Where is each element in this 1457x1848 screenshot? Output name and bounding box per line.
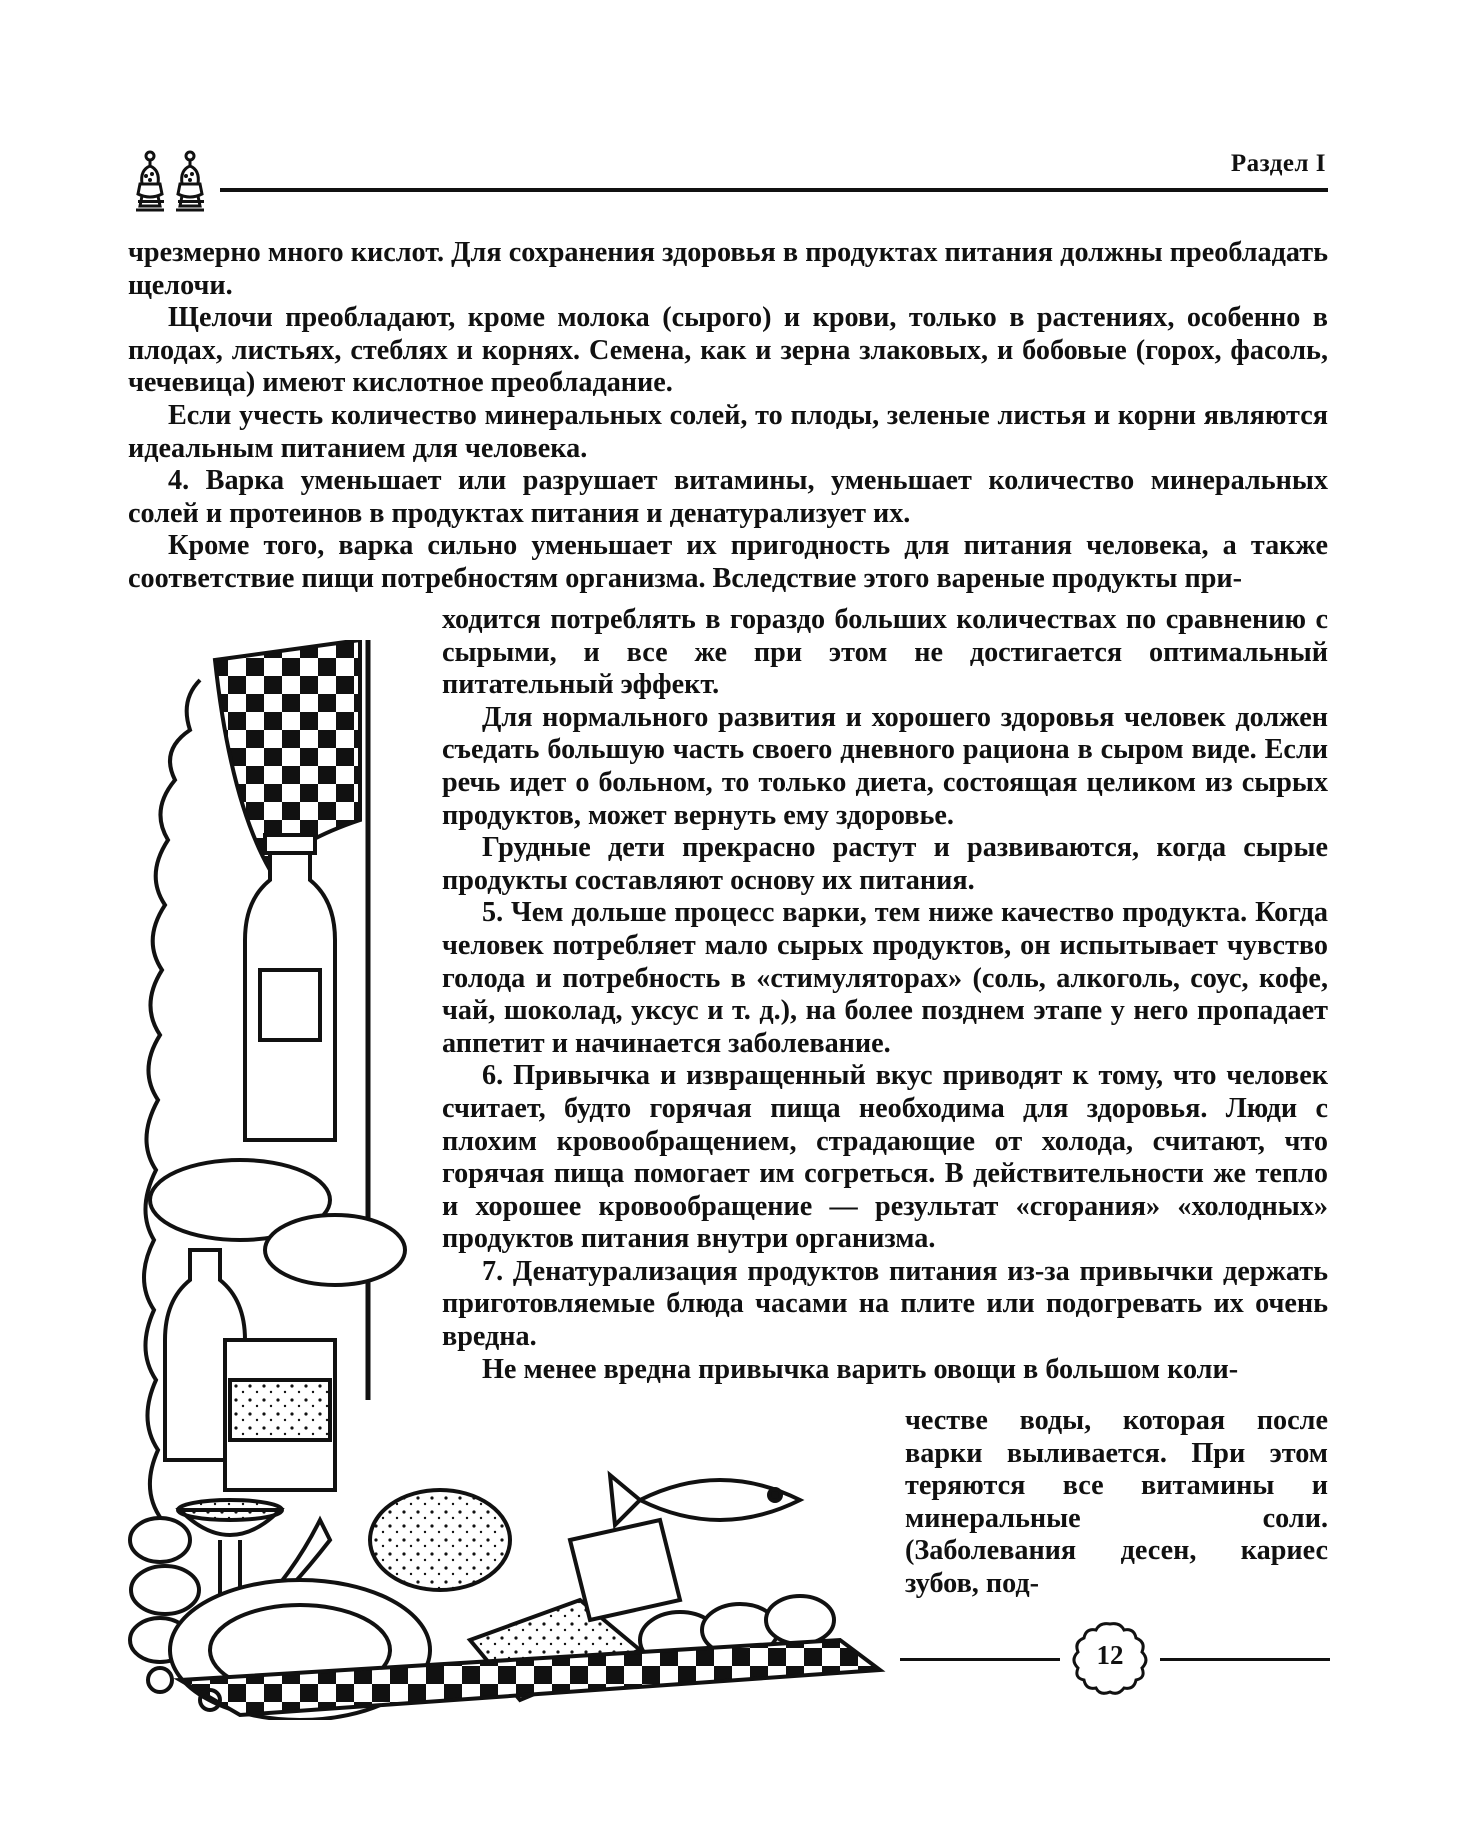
paragraph: Если учесть количество минеральных солей, то плоды, зеленые листья и корни являются идеальным питанием для человека.	[128, 399, 1328, 464]
page-footer	[900, 1620, 1330, 1690]
footer-rule-left	[900, 1658, 1060, 1661]
paragraph: 4. Варка уменьшает или разрушает витамины, уменьшает количество минеральных солей и протеинов в продуктах питания и денатурализует их.	[128, 465, 1328, 529]
paragraph: Не менее вредна привычка варить овощи в большом коли-	[482, 1353, 1239, 1385]
salt-pepper-shakers-icon	[128, 148, 218, 218]
paragraph: Для нормального развития и хорошего здоровья человек должен съедать большую часть своего дневного рациона в сыром виде. Если речь идет о больном, то только диета, состоящая целиком из сырых продуктов, может вернуть ему здоровье.	[442, 701, 1328, 831]
footer-rule-right	[1160, 1658, 1330, 1661]
paragraph: 5. Чем дольше процесс варки, тем ниже качество продукта. Когда человек потребляет мало сырых продуктов, он испытывает чувство голода и потребность в «стимуляторах» (соль, алкоголь, соус, кофе, чай, шоколад, уксус и т. д.), на более позднем этапе у него пропадает аппетит и начинается заболевание.	[442, 897, 1328, 1059]
paragraph: Грудные дети прекрасно растут и развиваются, когда сырые продукты составляют основу их питания.	[442, 832, 1328, 896]
header-rule	[220, 188, 1328, 192]
page-header	[128, 140, 1328, 220]
paragraph: ходится потреблять в гораздо больших количествах по сравнению с сырыми, и все же при этом не достигается оптимальный питательный эффект.	[442, 604, 1328, 701]
section-label: Раздел I	[1230, 150, 1326, 177]
paragraph: Кроме того, варка сильно уменьшает их пригодность для питания человека, а также соответствие пищи потребностям организма. Вследствие этого вареные продукты при-	[128, 530, 1328, 594]
tail-text-block	[905, 1405, 1328, 1601]
paragraph: честве воды, которая после варки выливается. При этом теряются все витамины и минеральные соли. (Заболевания десен, кариес зубов, под-	[905, 1405, 1328, 1599]
page-number: 12	[1096, 1640, 1124, 1670]
paragraph: 6. Привычка и извращенный вкус приводят к тому, что человек считает, будто горячая пища необходима для здоровья. Люди с плохим кровообращением, страдающие от холода, считают, что горячая пища помогает им согреться. В действительности же тепло и хорошее кровообращение — результат «сгорания» «холодных» продуктов питания внутри организма.	[442, 1060, 1328, 1255]
paragraph: 7. Денатурализация продуктов питания из-за привычки держать приготовляемые блюда часами на плите или подогревать их очень вредна.	[442, 1255, 1328, 1353]
top-text-block	[128, 237, 1328, 596]
paragraph: Щелочи преобладают, кроме молока (сырого) и крови, только в растениях, особенно в плодах, листьях, стеблях и корнях. Семена, как и зерна злаковых, и бобовые (горох, фасоль, чечевица) имеют кислотное преобладание.	[128, 302, 1328, 399]
mid-text-block	[442, 604, 1328, 1386]
paragraph: чрезмерно много кислот. Для сохранения здоровья в продуктах питания должны преобладать щелочи.	[128, 237, 1328, 301]
